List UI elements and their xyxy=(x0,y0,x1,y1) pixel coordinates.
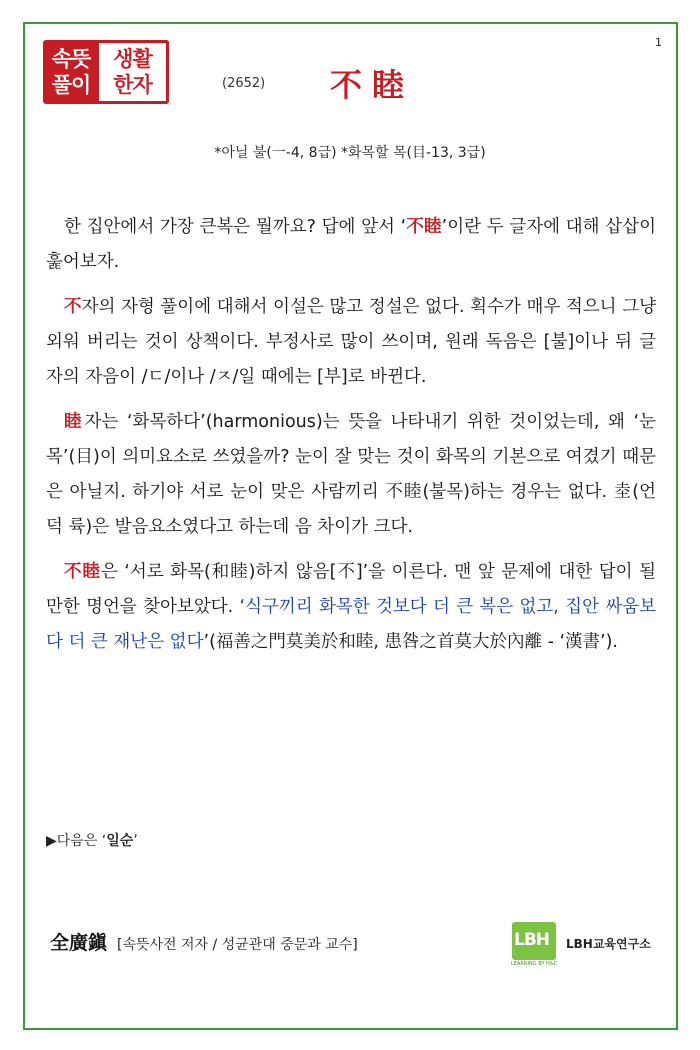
lbh-logo xyxy=(510,918,651,968)
author-line xyxy=(50,928,358,955)
logo-text: 생활 xyxy=(113,47,152,71)
author-name: 全廣鎭 xyxy=(50,932,108,954)
text-run: ’ xyxy=(133,833,138,849)
lbh-name: LBH교육연구소 xyxy=(566,936,651,951)
logo-text: 풀이 xyxy=(51,73,91,97)
sokttteut-logo xyxy=(43,40,169,104)
logo-text: 한자 xyxy=(113,73,152,97)
paragraph xyxy=(46,210,656,280)
lbh-mark-text: LBH xyxy=(514,930,550,950)
quote-text: ‘식구끼리 화목한 것보다 더 큰 복은 없고, 집안 싸움보다 더 큰 재난은 없다 xyxy=(46,597,656,652)
highlight-hanja: 不睦 xyxy=(64,562,101,582)
text-run: ’(福善之門莫美於和睦, 患咎之首莫大於內離 - ‘漢書’). xyxy=(203,632,618,652)
paragraph xyxy=(46,290,656,395)
logo-left-block xyxy=(43,40,99,104)
paragraph xyxy=(46,405,656,545)
character-info: *아닐 불(一-4, 8급) *화목할 목(目-13, 3급) xyxy=(214,145,486,161)
highlight-hanja: 睦 xyxy=(64,412,85,432)
text-run: 은 ‘서로 화목(和睦)하지 않음[不]’을 이른다. 맨 앞 문제에 대한 답이 될 만한 명언을 찾아보았다. xyxy=(46,562,656,617)
logo-text: 속뜻 xyxy=(51,47,91,71)
lbh-tagline: LEARNING BY H&C xyxy=(511,961,558,967)
text-run: ▶다음은 ‘ xyxy=(46,833,107,849)
article-body xyxy=(46,210,656,670)
highlight-hanja: 不 xyxy=(64,297,82,317)
text-run: 자는 ‘화목하다’(harmonious)는 뜻을 나타내기 위한 것이었는데, 왜 ‘눈 목’(目)이 의미요소로 쓰였을까? 눈이 잘 맞는 것이 화목의 기본으로 여겼기 때문은 아닐지. 하기야 서로 눈이 맞은 사람끼리 不睦(불목)하는 경우는 없다. 坴(언덕 륙)은 발음요소였다고 하는데 음 차이가 크다. xyxy=(46,412,656,537)
next-topic-word: 일순 xyxy=(106,833,134,849)
author-description: [속뜻사전 저자 / 성균관대 중문과 교수] xyxy=(117,937,358,953)
headword-title: 不睦 xyxy=(330,66,415,104)
lbh-mark-icon xyxy=(510,918,560,968)
text-run: 한 집안에서 가장 큰복은 뭘까요? 답에 앞서 ‘ xyxy=(64,217,407,237)
paragraph xyxy=(46,555,656,660)
text-run: ’이란 두 글자에 대해 삽삽이 훑어보자. xyxy=(46,217,656,272)
highlight-hanja: 不睦 xyxy=(406,217,442,237)
page-number: 1 xyxy=(655,36,662,49)
next-topic-note xyxy=(46,830,138,850)
logo-right-block xyxy=(99,40,169,104)
text-run: 자의 자형 풀이에 대해서 이설은 많고 정설은 없다. 획수가 매우 적으니 그냥 외워 버리는 것이 상책이다. 부정사로 많이 쓰이며, 원래 독음은 [불]이나 뒤 글자의 자음이 /ㄷ/이나 /ㅈ/일 때에는 [부]로 바뀐다. xyxy=(46,297,657,387)
doc-number: (2652) xyxy=(222,76,266,91)
